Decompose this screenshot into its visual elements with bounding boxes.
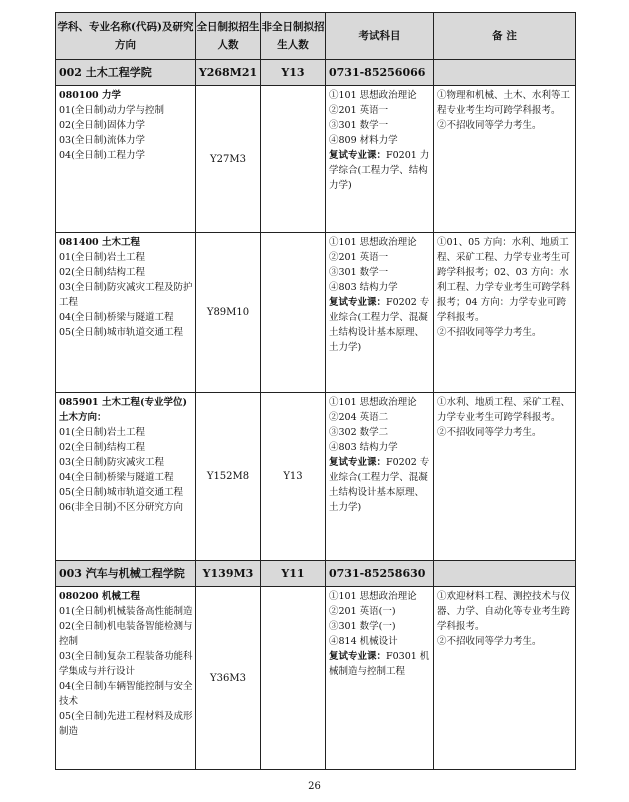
research-direction: 02(全日制)结构工程 bbox=[59, 267, 146, 278]
retest-subject bbox=[329, 295, 431, 355]
exam-subject: ④803 结构力学 bbox=[329, 442, 398, 453]
note-item: ②不招收同等学力考生。 bbox=[437, 327, 542, 338]
program-part-count bbox=[261, 86, 326, 233]
research-direction: 04(全日制)车辆智能控制与安全技术 bbox=[59, 681, 193, 707]
program-title: 080100 力学 bbox=[59, 90, 121, 101]
retest-value: F0201 力学综合(工程力学、结构力学) bbox=[329, 150, 430, 191]
exam-subject: ②201 英语一 bbox=[329, 105, 389, 116]
exam-subject: ③301 数学一 bbox=[329, 267, 389, 278]
college-phone: 0731-85258630 bbox=[326, 561, 434, 587]
retest-value: F0202 专业综合(工程力学、混凝土结构设计基本原理、土力学) bbox=[329, 457, 430, 513]
research-direction: 06(非全日制)不区分研究方向 bbox=[59, 502, 184, 513]
program-row bbox=[56, 86, 576, 233]
research-direction: 01(全日制)岩土工程 bbox=[59, 252, 146, 263]
program-notes bbox=[434, 393, 576, 561]
retest-label: 复试专业课： bbox=[329, 651, 387, 662]
program-exams bbox=[326, 86, 434, 233]
research-direction: 02(全日制)结构工程 bbox=[59, 442, 146, 453]
college-row bbox=[56, 561, 576, 587]
college-name: 003 汽车与机械工程学院 bbox=[56, 561, 196, 587]
header-row bbox=[56, 13, 576, 60]
program-row bbox=[56, 393, 576, 561]
research-direction: 02(全日制)固体力学 bbox=[59, 120, 146, 131]
research-direction: 05(全日制)先进工程材料及成形制造 bbox=[59, 711, 193, 737]
admissions-table bbox=[55, 12, 576, 770]
program-title: 085901 土木工程(专业学位) bbox=[59, 397, 187, 408]
research-direction: 03(全日制)防灾减灾工程 bbox=[59, 457, 165, 468]
program-exams bbox=[326, 233, 434, 393]
program-part-count: Y13 bbox=[261, 393, 326, 561]
research-direction: 03(全日制)流体力学 bbox=[59, 135, 146, 146]
program-notes bbox=[434, 587, 576, 770]
page-number: 26 bbox=[308, 781, 321, 792]
note-item: ①水利、地质工程、采矿工程、力学专业考生可跨学科报考。 bbox=[437, 397, 571, 423]
header-note: 备 注 bbox=[434, 13, 576, 60]
header-part-time: 非全日制拟招生人数 bbox=[261, 13, 326, 60]
college-phone: 0731-85256066 bbox=[326, 60, 434, 86]
college-part-count: Y11 bbox=[261, 561, 326, 587]
exam-subject: ④803 结构力学 bbox=[329, 282, 398, 293]
research-direction: 01(全日制)动力学与控制 bbox=[59, 105, 165, 116]
exam-subject: ①101 思想政治理论 bbox=[329, 237, 417, 248]
exam-subject: ①101 思想政治理论 bbox=[329, 591, 417, 602]
note-item: ①物理和机械、土木、水利等工程专业考生均可跨学科报考。 bbox=[437, 90, 571, 116]
exam-subject: ③301 数学(一) bbox=[329, 621, 396, 632]
program-exams bbox=[326, 587, 434, 770]
exam-subject: ③301 数学一 bbox=[329, 120, 389, 131]
research-direction: 03(全日制)复杂工程装备功能科学集成与并行设计 bbox=[59, 651, 193, 677]
retest-subject bbox=[329, 649, 431, 679]
research-direction: 01(全日制)机械装备高性能制造 bbox=[59, 606, 193, 617]
research-direction: 05(全日制)城市轨道交通工程 bbox=[59, 327, 184, 338]
exam-subject: ②201 英语一 bbox=[329, 252, 389, 263]
retest-label: 复试专业课： bbox=[329, 297, 387, 308]
program-full-count: Y36M3 bbox=[196, 587, 261, 770]
program-full-count: Y89M10 bbox=[196, 233, 261, 393]
program-major bbox=[56, 393, 196, 561]
research-direction: 05(全日制)城市轨道交通工程 bbox=[59, 487, 184, 498]
research-direction: 04(全日制)桥梁与隧道工程 bbox=[59, 472, 174, 483]
program-full-count: Y152M8 bbox=[196, 393, 261, 561]
retest-subject bbox=[329, 148, 431, 193]
retest-value: F0202 专业综合(工程力学、混凝土结构设计基本原理、土力学) bbox=[329, 297, 430, 353]
exam-subject: ④814 机械设计 bbox=[329, 636, 398, 647]
program-exams bbox=[326, 393, 434, 561]
program-major bbox=[56, 86, 196, 233]
retest-label: 复试专业课： bbox=[329, 457, 387, 468]
college-full-count: Y268M21 bbox=[196, 60, 261, 86]
program-title: 080200 机械工程 bbox=[59, 591, 140, 602]
exam-subject: ①101 思想政治理论 bbox=[329, 397, 417, 408]
retest-subject bbox=[329, 455, 431, 515]
note-item: ②不招收同等学力考生。 bbox=[437, 427, 542, 438]
program-row bbox=[56, 587, 576, 770]
retest-value: F0301 机械制造与控制工程 bbox=[329, 651, 430, 677]
college-note-empty bbox=[434, 561, 576, 587]
research-direction: 04(全日制)桥梁与隧道工程 bbox=[59, 312, 174, 323]
note-item: ②不招收同等学力考生。 bbox=[437, 120, 542, 131]
college-note-empty bbox=[434, 60, 576, 86]
research-direction: 03(全日制)防灾减灾工程及防护工程 bbox=[59, 282, 193, 308]
exam-subject: ③302 数学二 bbox=[329, 427, 389, 438]
college-full-count: Y139M3 bbox=[196, 561, 261, 587]
college-name: 002 土木工程学院 bbox=[56, 60, 196, 86]
note-item: ①欢迎材料工程、测控技术与仪器、力学、自动化等专业考生跨学科报考。 bbox=[437, 591, 571, 632]
research-direction: 01(全日制)岩土工程 bbox=[59, 427, 146, 438]
program-full-count: Y27M3 bbox=[196, 86, 261, 233]
research-direction: 02(全日制)机电装备智能检测与控制 bbox=[59, 621, 193, 647]
header-full-time: 全日制拟招生人数 bbox=[196, 13, 261, 60]
program-subtitle: 土木方向： bbox=[59, 412, 107, 423]
header-major: 学科、专业名称(代码)及研究方向 bbox=[56, 13, 196, 60]
program-notes bbox=[434, 86, 576, 233]
exam-subject: ①101 思想政治理论 bbox=[329, 90, 417, 101]
program-row bbox=[56, 233, 576, 393]
research-direction: 04(全日制)工程力学 bbox=[59, 150, 146, 161]
exam-subject: ②204 英语二 bbox=[329, 412, 389, 423]
program-part-count bbox=[261, 233, 326, 393]
note-item: ①01、05 方向：水利、地质工程、采矿工程、力学专业考生可跨学科报考；02、03 方向：水利工程、力学专业考生可跨学科报考；04 方向：力学专业可跨学科报考。 bbox=[437, 237, 571, 323]
program-title: 081400 土木工程 bbox=[59, 237, 140, 248]
program-part-count bbox=[261, 587, 326, 770]
college-row bbox=[56, 60, 576, 86]
program-notes bbox=[434, 233, 576, 393]
exam-subject: ②201 英语(一) bbox=[329, 606, 396, 617]
college-part-count: Y13 bbox=[261, 60, 326, 86]
exam-subject: ④809 材料力学 bbox=[329, 135, 398, 146]
note-item: ②不招收同等学力考生。 bbox=[437, 636, 542, 647]
header-exam: 考试科目 bbox=[326, 13, 434, 60]
retest-label: 复试专业课： bbox=[329, 150, 387, 161]
program-major bbox=[56, 233, 196, 393]
program-major bbox=[56, 587, 196, 770]
